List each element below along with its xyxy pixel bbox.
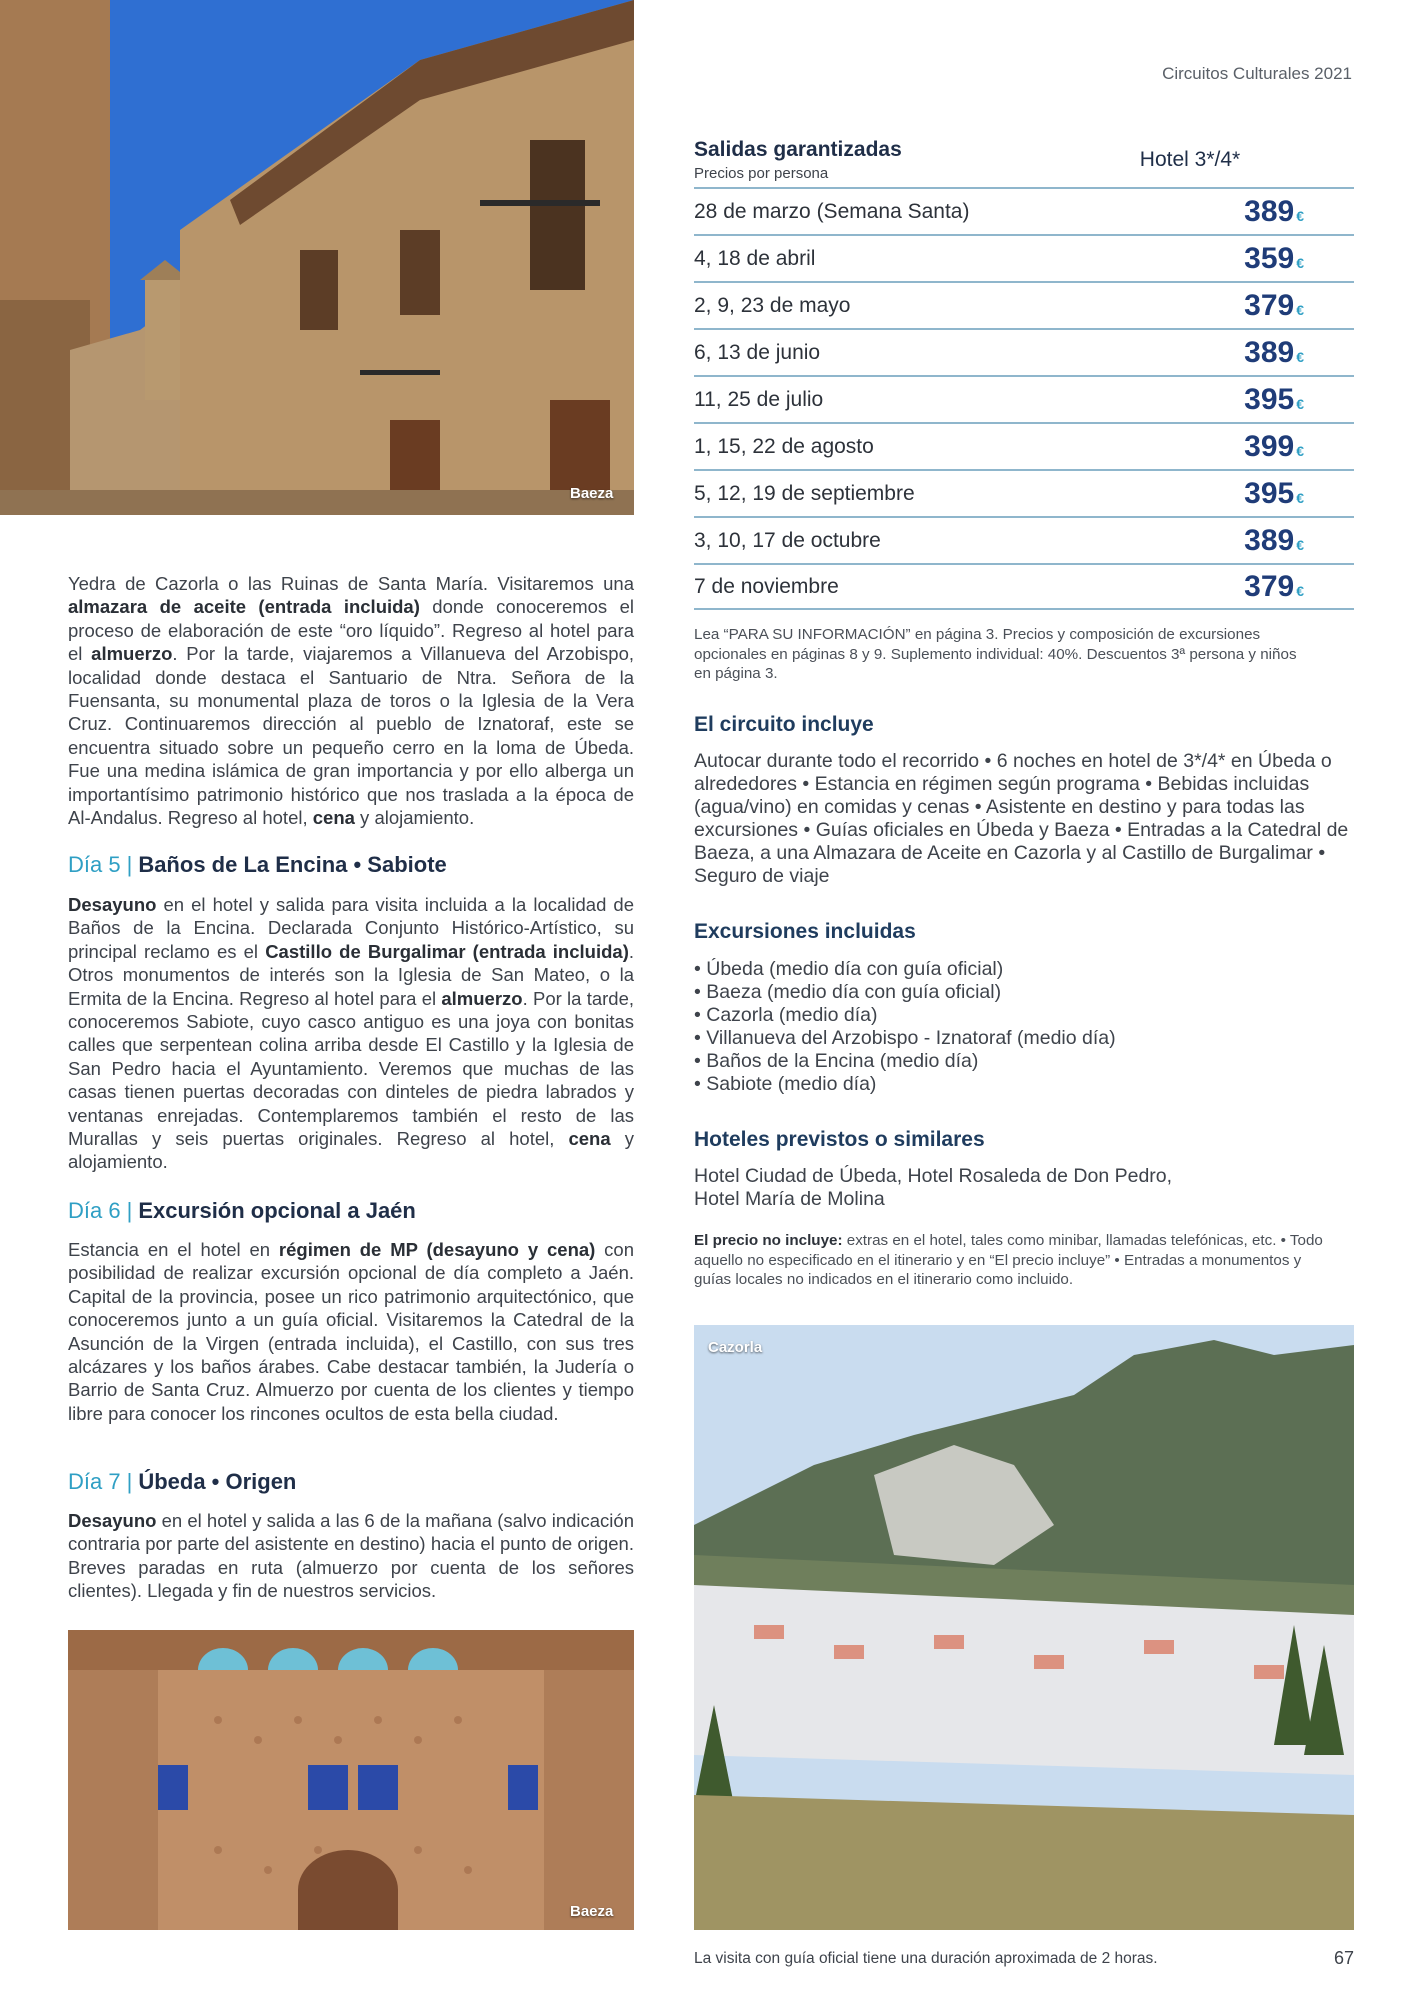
day6-bold-run: régimen de MP (desayuno y cena) — [278, 1239, 596, 1260]
not-included-text: extras en el hotel, tales como minibar, llamadas telefónicas, etc. • Todo aquello no especificado en el itinerario y en “El precio incluye” • Entradas a monumentos y guías locales no indicados en el itinerario como incluido. — [694, 1232, 1323, 1288]
day5-number: Día 5 — [68, 852, 121, 877]
price-currency: € — [1296, 301, 1304, 318]
excursion-item: • Villanueva del Arzobispo - Iznatoraf (medio día) — [694, 1027, 1354, 1050]
intro-text-run: Yedra de Cazorla o las Ruinas de Santa María. Visitaremos una — [68, 573, 634, 594]
excursion-item: • Úbeda (medio día con guía oficial) — [694, 958, 1354, 981]
cazorla-landscape-illustration — [694, 1325, 1354, 1930]
price-currency: € — [1296, 395, 1304, 412]
price-row-date: 7 de noviembre — [694, 574, 839, 598]
price-row-date: 5, 12, 19 de septiembre — [694, 481, 915, 505]
intro-bold-run: almuerzo — [91, 643, 173, 665]
price-amount: 359 — [1244, 241, 1295, 275]
day5-text-run: y alojamiento. — [68, 1128, 634, 1173]
day5-separator: | — [126, 852, 133, 877]
price-row — [694, 422, 1354, 469]
price-currency: € — [1296, 582, 1304, 599]
day5-bold-run: Desayuno — [68, 894, 157, 915]
price-row-date: 6, 13 de junio — [694, 340, 821, 364]
photo-caption-cazorla: Cazorla — [708, 1339, 763, 1356]
day6-text-run: con posibilidad de realizar excursión opcional de día completo a Jaén. Capital de la provincia, posee un rico patrimonio arquitectónico, que conoceremos junto a un guía oficial. Visitaremos la Catedral de la Asunción de la Virgen (entrada incluida), el Castillo, con sus tres alcázares y los baños árabes. Cabe destacar también, la Judería o Barrio de Santa Cruz. Almuerzo por cuenta de los clientes y tiempo libre para conocer los rincones ocultos de esta bella ciudad. — [68, 1239, 635, 1424]
day5-title: Baños de La Encina • Sabiote — [138, 852, 447, 877]
photo-baeza-street — [0, 0, 634, 515]
excursions-list — [694, 958, 1354, 1096]
hotels-text: Hotel Ciudad de Úbeda, Hotel Rosaleda de Don Pedro, Hotel María de Molina — [694, 1165, 1173, 1210]
price-currency: € — [1296, 254, 1304, 271]
day5-bold-run: almuerzo — [441, 987, 523, 1009]
day7-title: Úbeda • Origen — [138, 1469, 297, 1494]
day6-paragraph — [68, 1238, 634, 1425]
price-row-value — [1154, 430, 1304, 464]
price-amount: 389 — [1244, 523, 1295, 557]
price-row — [694, 281, 1354, 328]
day7-paragraph — [68, 1509, 634, 1603]
price-row — [694, 328, 1354, 375]
price-row-date: 4, 18 de abril — [694, 246, 816, 270]
price-row — [694, 234, 1354, 281]
price-currency: € — [1296, 536, 1304, 553]
price-row — [694, 187, 1354, 234]
price-row — [694, 375, 1354, 422]
price-row-value — [1154, 570, 1304, 604]
excursion-item: • Cazorla (medio día) — [694, 1004, 1354, 1027]
not-included-note — [694, 1231, 1334, 1290]
price-amount: 389 — [1244, 194, 1295, 228]
baeza-palace-illustration — [68, 1630, 634, 1930]
excursions-title: Excursiones incluidas — [694, 920, 916, 943]
price-row — [694, 516, 1354, 563]
price-row-value — [1154, 289, 1304, 323]
prices-hotel-header: Hotel 3*/4* — [1139, 148, 1241, 171]
day5-bold-run: Castillo de Burgalimar (entrada incluida) — [265, 940, 629, 962]
day5-text-run: . Otros monumentos de interés son la Iglesia de San Mateo, o la Ermita de la Encina. Regreso al hotel para el — [68, 940, 634, 1009]
not-included-label: El precio no incluye: — [694, 1232, 843, 1249]
day7-bold-run: Desayuno — [68, 1510, 157, 1531]
price-currency: € — [1296, 442, 1304, 459]
price-currency: € — [1296, 348, 1304, 365]
excursion-item: • Baños de la Encina (medio día) — [694, 1050, 1354, 1073]
prices-subtitle: Precios por persona — [694, 165, 829, 182]
intro-bold-run: cena — [312, 807, 355, 829]
excursion-item: • Sabiote (medio día) — [694, 1073, 1354, 1096]
price-row-value — [1154, 336, 1304, 370]
price-row-date: 28 de marzo (Semana Santa) — [694, 199, 970, 223]
prices-table — [694, 187, 1354, 610]
price-row-date: 2, 9, 23 de mayo — [694, 293, 851, 317]
footer-note: La visita con guía oficial tiene una duración aproximada de 2 horas. — [694, 1950, 1158, 1967]
photo-cazorla — [694, 1325, 1354, 1930]
price-row-date: 3, 10, 17 de octubre — [694, 528, 881, 552]
price-amount: 379 — [1244, 569, 1295, 603]
day6-number: Día 6 — [68, 1198, 121, 1223]
prices-title: Salidas garantizadas — [694, 138, 902, 161]
day5-paragraph — [68, 893, 634, 1174]
price-row — [694, 469, 1354, 516]
price-row-value — [1154, 477, 1304, 511]
day7-heading — [68, 1469, 634, 1495]
photo-caption-baeza-bottom: Baeza — [570, 1903, 614, 1920]
price-row-value — [1154, 383, 1304, 417]
price-amount: 379 — [1244, 288, 1295, 322]
price-row-value — [1154, 195, 1304, 229]
price-currency: € — [1296, 489, 1304, 506]
intro-bold-run: almazara de aceite (entrada incluida) — [68, 596, 420, 618]
photo-baeza-palace — [68, 1630, 634, 1930]
excursion-item: • Baeza (medio día con guía oficial) — [694, 981, 1354, 1004]
intro-paragraph — [68, 572, 634, 829]
price-amount: 389 — [1244, 335, 1295, 369]
price-row-date: 1, 15, 22 de agosto — [694, 434, 874, 458]
price-currency: € — [1296, 207, 1304, 224]
price-row-value — [1154, 524, 1304, 558]
page-number: 67 — [1333, 1948, 1354, 1968]
price-row-date: 11, 25 de julio — [694, 387, 824, 411]
includes-title: El circuito incluye — [694, 713, 874, 736]
day7-number: Día 7 — [68, 1469, 121, 1494]
photo-caption-baeza-top: Baeza — [570, 485, 614, 502]
day5-text-run: . Por la tarde, conoceremos Sabiote, cuyo casco antiguo es una joya con bonitas calles que serpentean colina arriba desde El Castillo y la Iglesia de San Pedro hacia el Ayuntamiento. Veremos que muchas de las casas tienen puertas decoradas con dinteles de piedra labrados y ventanas enrejadas. Contemplaremos también el resto de las Murallas y seis puertas originales. Regreso al hotel, — [68, 987, 634, 1150]
day7-separator: | — [126, 1469, 133, 1494]
prices-note: Lea “PARA SU INFORMACIÓN” en página 3. Precios y composición de excursiones opcionales en páginas 8 y 9. Suplemento individual: 40%. Descuentos 3ª persona y niños en página 3. — [694, 626, 1297, 682]
baeza-street-illustration — [0, 0, 634, 515]
day6-heading — [68, 1198, 634, 1224]
day6-separator: | — [126, 1198, 133, 1223]
includes-text: Autocar durante todo el recorrido • 6 noches en hotel de 3*/4* en Úbeda o alrededores • Estancia en régimen según programa • Bebidas incluidas (agua/vino) en comidas y cenas • Asistente en destino y para todas las excursiones • Guías oficiales en Úbeda y Baeza • Entradas a la Catedral de Baeza, a una Almazara de Aceite en Cazorla y al Castillo de Burgalimar • Seguro de viaje — [694, 750, 1349, 887]
intro-text-run: donde conoceremos el proceso de elaboración de este “oro líquido”. Regreso al hotel para el — [68, 596, 634, 665]
price-amount: 395 — [1244, 476, 1295, 510]
header-title: Circuitos Culturales 2021 — [1162, 64, 1352, 83]
day5-bold-run: cena — [568, 1128, 611, 1150]
hotels-title: Hoteles previstos o similares — [694, 1128, 985, 1151]
price-amount: 399 — [1244, 429, 1295, 463]
day5-heading — [68, 852, 634, 878]
price-amount: 395 — [1244, 382, 1295, 416]
intro-text-run: . Por la tarde, viajaremos a Villanueva del Arzobispo, localidad donde destaca el Santuario de Ntra. Señora de la Fuensanta, su monumental plaza de toros o la Iglesia de la Vera Cruz. Continuaremos dirección al pueblo de Iznatoraf, este se encuentra situado sobre un pequeño cerro en la loma de Úbeda. Fue una medina islámica de gran importancia y por ello alberga un importantísimo patrimonio histórico que nos traslada a la época de Al-Andalus. Regreso al hotel, — [68, 643, 634, 829]
day5-text-run: en el hotel y salida para visita incluida a la localidad de Baños de la Encina. Declarada Conjunto Histórico-Artístico, su principal reclamo es el — [68, 894, 634, 962]
intro-text-run: y alojamiento. — [354, 807, 475, 829]
price-row — [694, 563, 1354, 610]
day6-text-run: Estancia en el hotel en — [68, 1239, 279, 1260]
day7-text-run: en el hotel y salida a las 6 de la mañana (salvo indicación contraria por parte del asistente en destino) hacia el punto de origen. Breves paradas en ruta (almuerzo por cuenta de los señores clientes). Llegada y fin de nuestros servicios. — [68, 1510, 634, 1602]
day6-title: Excursión opcional a Jaén — [138, 1198, 416, 1223]
price-row-value — [1154, 242, 1304, 276]
